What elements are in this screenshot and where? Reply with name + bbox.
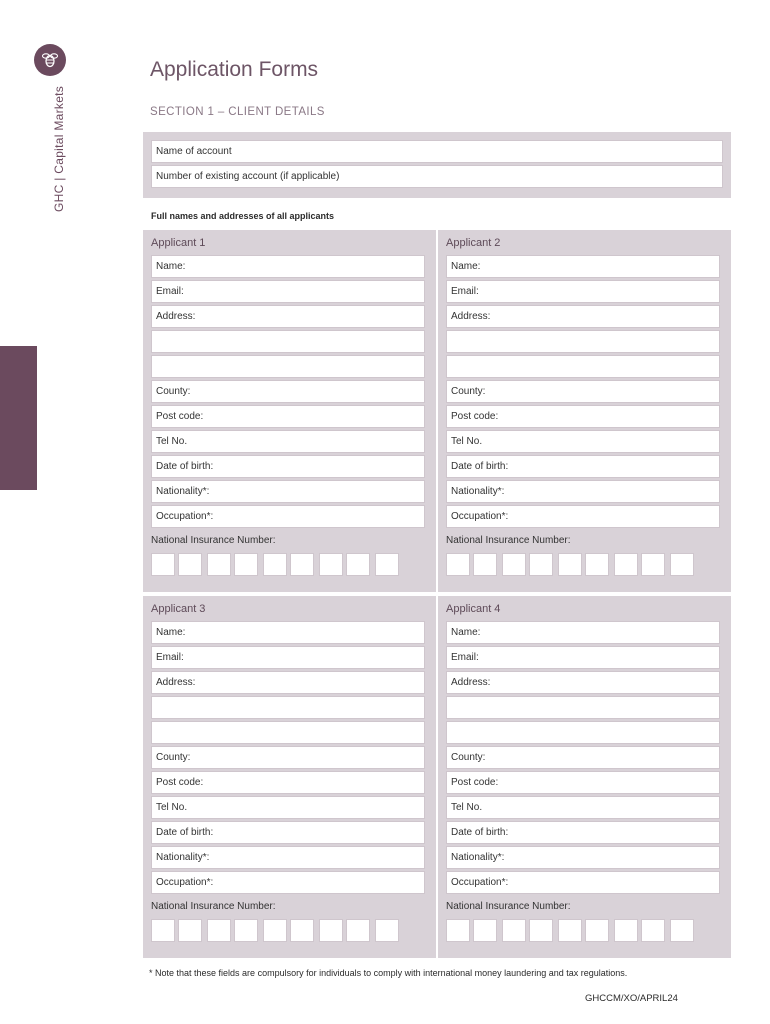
applicant-2-nationality-field[interactable]: Nationality*: xyxy=(446,480,720,503)
ni-number-char-box[interactable] xyxy=(641,919,665,942)
applicant-4-email-field[interactable]: Email: xyxy=(446,646,720,669)
ni-number-char-box[interactable] xyxy=(151,919,175,942)
applicant-3-name-field[interactable]: Name: xyxy=(151,621,425,644)
applicant-3-tel-field[interactable]: Tel No. xyxy=(151,796,425,819)
bee-logo-icon xyxy=(34,44,66,76)
ni-number-label: National Insurance Number: xyxy=(446,901,571,912)
applicants-heading: Full names and addresses of all applicants xyxy=(151,211,335,221)
ni-number-char-box[interactable] xyxy=(207,919,231,942)
applicant-1-name-field[interactable]: Name: xyxy=(151,255,425,278)
section-title: SECTION 1 – CLIENT DETAILS xyxy=(150,106,325,118)
applicant-2-county-field[interactable]: County: xyxy=(446,380,720,403)
applicant-3-address-line-3-field[interactable] xyxy=(151,721,425,744)
applicant-1-occupation-field[interactable]: Occupation*: xyxy=(151,505,425,528)
applicant-4-address-line-2-field[interactable] xyxy=(446,696,720,719)
applicant-2-email-field[interactable]: Email: xyxy=(446,280,720,303)
applicant-1-tel-field[interactable]: Tel No. xyxy=(151,430,425,453)
ni-number-char-box[interactable] xyxy=(670,553,694,576)
applicant-1-postcode-field[interactable]: Post code: xyxy=(151,405,425,428)
side-accent-bar xyxy=(0,346,37,490)
ni-number-char-box[interactable] xyxy=(234,919,258,942)
ni-number-char-box[interactable] xyxy=(178,919,202,942)
applicant-title: Applicant 3 xyxy=(151,603,206,615)
applicant-2-address-field[interactable]: Address: xyxy=(446,305,720,328)
ni-number-char-box[interactable] xyxy=(178,553,202,576)
ni-number-char-box[interactable] xyxy=(346,553,370,576)
ni-number-char-box[interactable] xyxy=(151,553,175,576)
ni-number-char-box[interactable] xyxy=(558,919,582,942)
brand-name: GHC | Capital Markets xyxy=(52,85,66,212)
applicant-4-tel-field[interactable]: Tel No. xyxy=(446,796,720,819)
applicant-2-address-line-2-field[interactable] xyxy=(446,330,720,353)
applicant-2-address-line-3-field[interactable] xyxy=(446,355,720,378)
ni-number-char-box[interactable] xyxy=(529,553,553,576)
applicant-1-dob-field[interactable]: Date of birth: xyxy=(151,455,425,478)
ni-number-char-box[interactable] xyxy=(263,919,287,942)
ni-number-char-box[interactable] xyxy=(670,919,694,942)
applicant-3-email-field[interactable]: Email: xyxy=(151,646,425,669)
ni-number-char-box[interactable] xyxy=(502,553,526,576)
ni-number-char-box[interactable] xyxy=(614,553,638,576)
applicant-2-name-field[interactable]: Name: xyxy=(446,255,720,278)
applicant-4-panel xyxy=(438,596,731,958)
applicant-3-address-field[interactable]: Address: xyxy=(151,671,425,694)
applicant-3-postcode-field[interactable]: Post code: xyxy=(151,771,425,794)
ni-number-char-box[interactable] xyxy=(446,919,470,942)
ni-number-boxes xyxy=(446,919,723,942)
applicant-1-address-field[interactable]: Address: xyxy=(151,305,425,328)
applicant-4-postcode-field[interactable]: Post code: xyxy=(446,771,720,794)
ni-number-char-box[interactable] xyxy=(375,553,399,576)
ni-number-char-box[interactable] xyxy=(319,919,343,942)
account-details xyxy=(143,132,731,198)
applicant-title: Applicant 4 xyxy=(446,603,501,615)
ni-number-char-box[interactable] xyxy=(473,919,497,942)
ni-number-char-box[interactable] xyxy=(558,553,582,576)
ni-number-char-box[interactable] xyxy=(529,919,553,942)
applicant-1-address-line-2-field[interactable] xyxy=(151,330,425,353)
existing-account-field[interactable]: Number of existing account (if applicable) xyxy=(151,165,723,188)
page-title: Application Forms xyxy=(150,58,319,81)
ni-number-char-box[interactable] xyxy=(502,919,526,942)
applicant-1-panel xyxy=(143,230,436,592)
ni-number-char-box[interactable] xyxy=(585,919,609,942)
ni-number-char-box[interactable] xyxy=(234,553,258,576)
ni-number-char-box[interactable] xyxy=(641,553,665,576)
ni-number-char-box[interactable] xyxy=(346,919,370,942)
applicant-4-address-field[interactable]: Address: xyxy=(446,671,720,694)
applicant-4-address-line-3-field[interactable] xyxy=(446,721,720,744)
applicant-title: Applicant 1 xyxy=(151,237,206,249)
applicant-2-occupation-field[interactable]: Occupation*: xyxy=(446,505,720,528)
ni-number-char-box[interactable] xyxy=(614,919,638,942)
ni-number-char-box[interactable] xyxy=(290,919,314,942)
ni-number-boxes xyxy=(151,919,428,942)
applicant-2-panel xyxy=(438,230,731,592)
applicant-2-postcode-field[interactable]: Post code: xyxy=(446,405,720,428)
applicant-title: Applicant 2 xyxy=(446,237,501,249)
applicant-1-county-field[interactable]: County: xyxy=(151,380,425,403)
ni-number-char-box[interactable] xyxy=(473,553,497,576)
applicant-3-county-field[interactable]: County: xyxy=(151,746,425,769)
ni-number-char-box[interactable] xyxy=(585,553,609,576)
ni-number-label: National Insurance Number: xyxy=(446,535,571,546)
ni-number-char-box[interactable] xyxy=(375,919,399,942)
applicant-3-panel xyxy=(143,596,436,958)
ni-number-boxes xyxy=(446,553,723,576)
applicant-4-county-field[interactable]: County: xyxy=(446,746,720,769)
ni-number-char-box[interactable] xyxy=(207,553,231,576)
applicant-3-occupation-field[interactable]: Occupation*: xyxy=(151,871,425,894)
applicant-1-nationality-field[interactable]: Nationality*: xyxy=(151,480,425,503)
applicant-4-occupation-field[interactable]: Occupation*: xyxy=(446,871,720,894)
ni-number-boxes xyxy=(151,553,428,576)
applicant-4-name-field[interactable]: Name: xyxy=(446,621,720,644)
ni-number-label: National Insurance Number: xyxy=(151,901,276,912)
applicant-4-nationality-field[interactable]: Nationality*: xyxy=(446,846,720,869)
document-reference: GHCCM/XO/APRIL24 xyxy=(585,993,678,1004)
applicant-3-dob-field[interactable]: Date of birth: xyxy=(151,821,425,844)
ni-number-char-box[interactable] xyxy=(446,553,470,576)
applicant-2-dob-field[interactable]: Date of birth: xyxy=(446,455,720,478)
ni-number-char-box[interactable] xyxy=(263,553,287,576)
applicant-1-email-field[interactable]: Email: xyxy=(151,280,425,303)
applicant-3-address-line-2-field[interactable] xyxy=(151,696,425,719)
ni-number-label: National Insurance Number: xyxy=(151,535,276,546)
ni-number-char-box[interactable] xyxy=(319,553,343,576)
applicant-4-dob-field[interactable]: Date of birth: xyxy=(446,821,720,844)
applicant-2-tel-field[interactable]: Tel No. xyxy=(446,430,720,453)
account-name-field[interactable]: Name of account xyxy=(151,140,723,163)
ni-number-char-box[interactable] xyxy=(290,553,314,576)
footnote: * Note that these fields are compulsory for individuals to comply with international money laundering and tax regulations. xyxy=(149,968,628,978)
applicant-1-address-line-3-field[interactable] xyxy=(151,355,425,378)
applicant-3-nationality-field[interactable]: Nationality*: xyxy=(151,846,425,869)
